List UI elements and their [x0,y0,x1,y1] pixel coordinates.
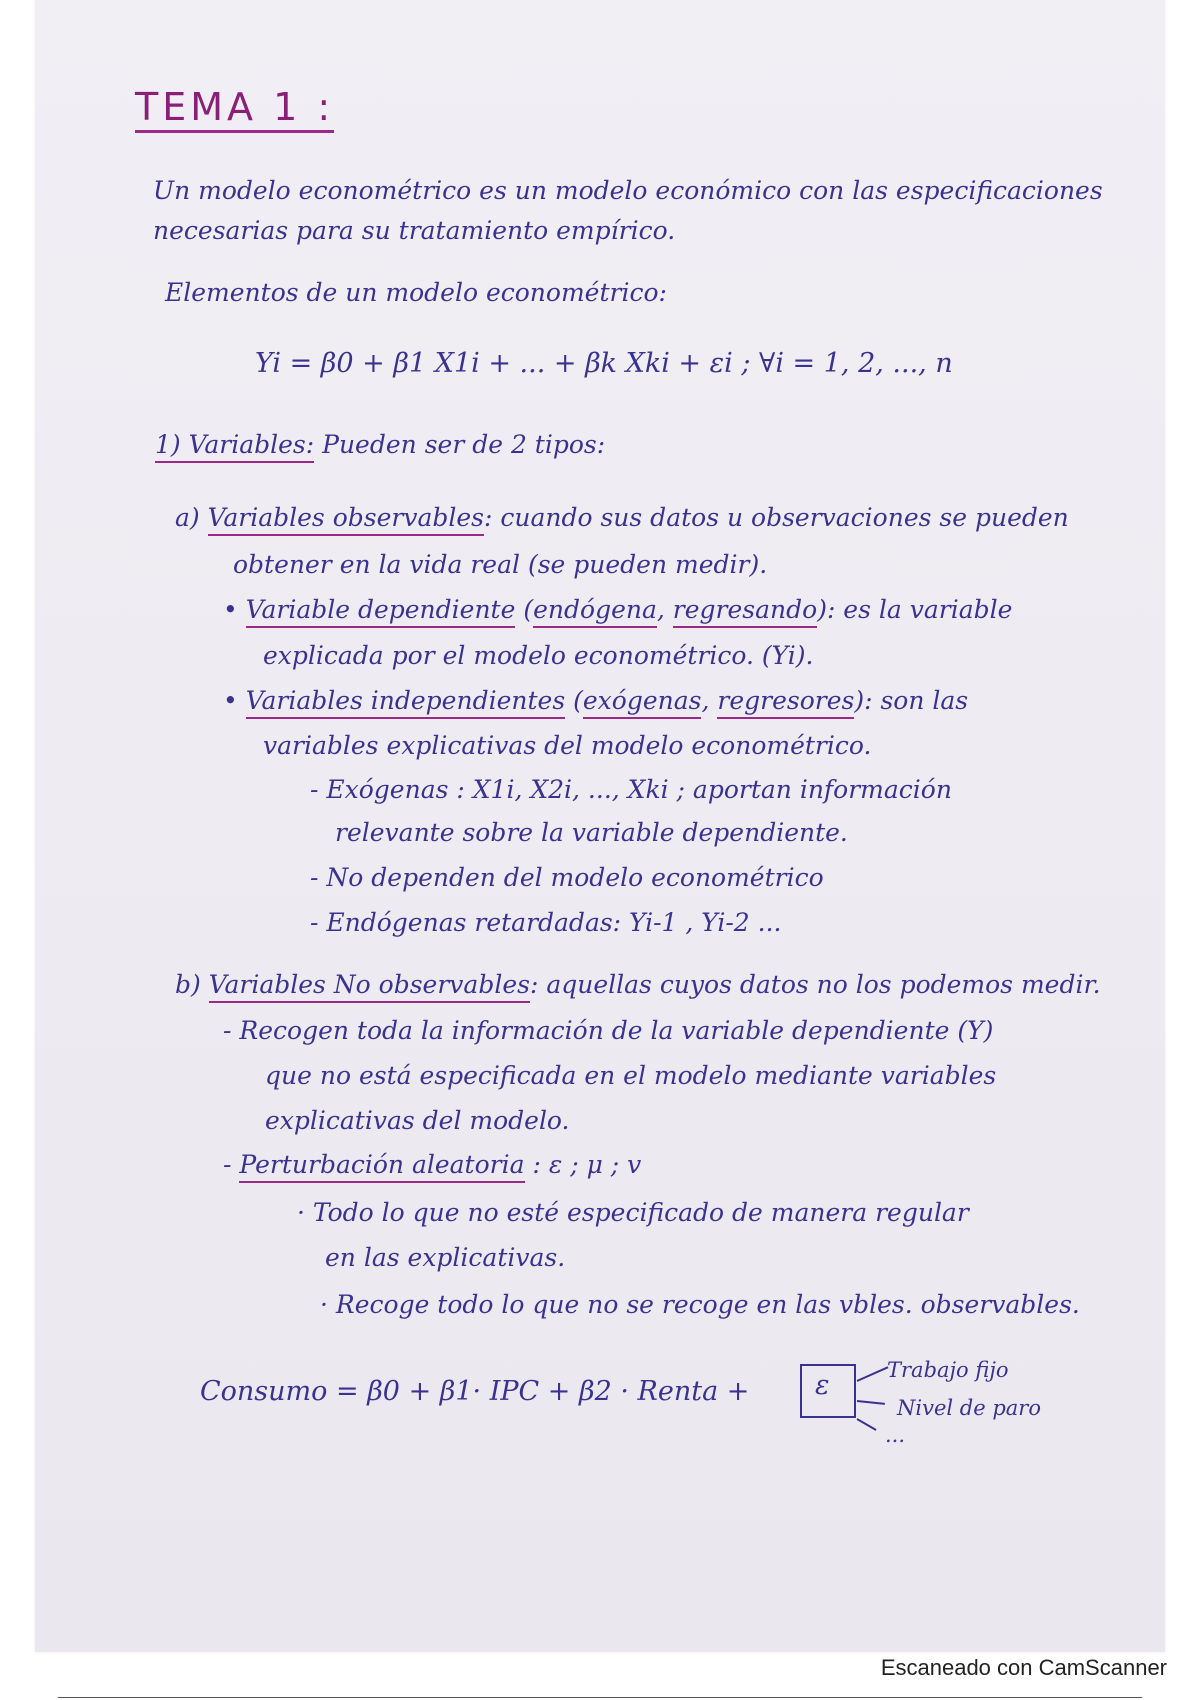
arrow-line-3 [857,1418,877,1431]
sub-b-label: b) [175,970,201,999]
intro-line-2: necesarias para su tratamiento empírico. [153,216,676,245]
sub-b-heading: Variables No observables [209,970,530,1003]
footer-divider [58,1697,1142,1698]
section-1-label: 1) Variables: [155,430,314,463]
bullet-dependiente: • Variable dependiente (endógena, regresando): es la variable [223,597,1012,622]
recogen-line-1: - Recogen toda la información de la variable dependiente (Y) [223,1016,994,1045]
sub-a-heading: Variables observables [208,503,484,536]
consumo-formula: Consumo = β0 + β1· IPC + β2 · Renta + [200,1376,750,1407]
exogenas-line-2: relevante sobre la variable dependiente. [335,818,848,847]
bullet-independientes-line-2: variables explicativas del modelo econométrico. [263,731,872,760]
sub-a-text-1: : cuando sus datos u observaciones se pueden [484,503,1069,532]
epsilon-symbol: ε [815,1370,830,1401]
camscanner-footer: Escaneado con CamScanner [880,1655,1167,1680]
section-1-text: Pueden ser de 2 tipos: [322,430,606,459]
note-trabajo-fijo: Trabajo fijo [887,1358,1009,1382]
arrow-line-1 [857,1366,889,1382]
intro-line-1: Un modelo econométrico es un modelo económico con las especificaciones [153,176,1103,205]
todo-lo-que-line-2: en las explicativas. [325,1243,566,1272]
sub-b-line-1 [175,972,1101,997]
recogen-line-3: explicativas del modelo. [265,1106,570,1135]
bullet-dot-icon: • [223,595,246,624]
bullet-independientes: • Variables independientes (exógenas, regresores): son las [223,688,968,713]
bullet-dot-icon: • [223,686,246,715]
page-title: TEMA 1 : [135,88,334,133]
exogenas-line-1: - Exógenas : X1i, X2i, ..., Xki ; aportan información [310,775,952,804]
perturbacion-line: - Perturbación aleatoria : ε ; μ ; v [223,1152,641,1177]
section-1 [155,432,605,457]
elements-heading: Elementos de un modelo econométrico: [165,278,667,307]
arrow-line-2 [857,1400,885,1405]
recogen-line-2: que no está especificada en el modelo mediante variables [265,1061,997,1090]
scanned-page [35,0,1165,1652]
perturbacion-term: Perturbación aleatoria [239,1150,524,1183]
main-formula: Yi = β0 + β1 X1i + ... + βk Xki + εi ; ∀i = 1, 2, ..., n [255,348,953,379]
bullet-dependiente-line-2: explicada por el modelo econométrico. (Yi). [263,641,814,670]
note-ellipsis: ... [885,1423,906,1447]
perturbacion-symbols: : ε ; μ ; v [532,1150,642,1179]
sub-a-line-1 [175,505,1069,530]
sub-b-text-1: : aquellas cuyos datos no los podemos medir. [529,970,1101,999]
sub-a-label: a) [175,503,200,532]
recoge-todo-line: · Recoge todo lo que no se recoge en las vbles. observables. [320,1290,1080,1319]
sub-a-line-2: obtener en la vida real (se pueden medir). [233,550,768,579]
todo-lo-que-line-1: · Todo lo que no esté especificado de manera regular [297,1198,969,1227]
note-nivel-de-paro: Nivel de paro [897,1396,1041,1420]
no-dependen-line: - No dependen del modelo econométrico [310,863,824,892]
endogenas-retardadas-line: - Endógenas retardadas: Yi-1 , Yi-2 ... [310,908,782,937]
